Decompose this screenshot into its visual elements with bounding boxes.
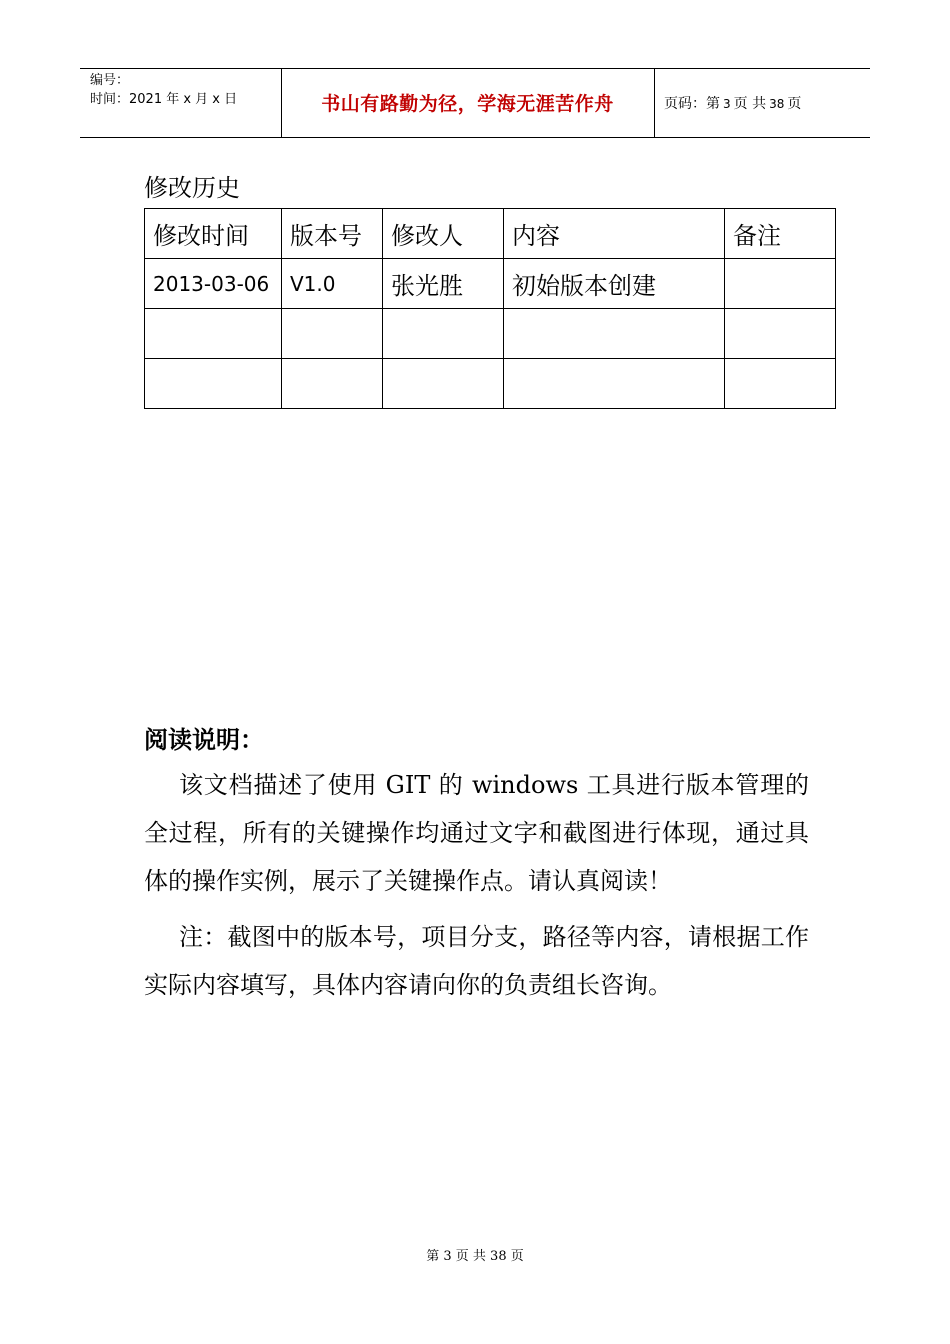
history-title: 修改历史 <box>144 174 240 202</box>
page-footer: 第 3 页 共 38 页 <box>426 1249 524 1264</box>
page-middle: 页 共 <box>733 96 767 112</box>
reading-title: 阅读说明： <box>144 725 264 754</box>
table-row <box>145 309 836 359</box>
table-cell <box>504 359 725 409</box>
page-prefix: 页码：第 <box>664 96 720 112</box>
table-row <box>145 359 836 409</box>
column-header: 修改人 <box>383 209 504 259</box>
history-table <box>144 208 836 409</box>
table-cell <box>725 359 836 409</box>
page-total: 38 <box>769 97 785 111</box>
table-cell <box>383 309 504 359</box>
table-cell: 初始版本创建 <box>504 259 725 309</box>
table-cell <box>725 309 836 359</box>
header-number: 编号： <box>90 73 130 88</box>
table-cell: 张光胜 <box>383 259 504 309</box>
page-current: 3 <box>723 97 731 111</box>
header-time: 时间：2021 年 x 月 x 日 <box>90 92 238 107</box>
table-row <box>145 259 836 309</box>
reading-note-paragraph: 注：截图中的版本号，项目分支，路径等内容，请根据工作实际内容填写，具体内容请向你的负责组长咨询。 <box>144 923 809 999</box>
table-cell <box>725 259 836 309</box>
column-header: 备注 <box>725 209 836 259</box>
reading-paragraph: 该文档描述了使用 GIT 的 windows 工具进行版本管理的全过程，所有的关键操作均通过文字和截图进行体现，通过具体的操作实例，展示了关键操作点。请认真阅读！ <box>144 771 809 895</box>
table-cell <box>145 359 282 409</box>
column-header: 版本号 <box>282 209 383 259</box>
table-cell <box>282 309 383 359</box>
page-header <box>80 68 870 138</box>
table-cell <box>282 359 383 409</box>
table-cell <box>504 309 725 359</box>
column-header: 内容 <box>504 209 725 259</box>
header-divider <box>654 69 655 137</box>
table-cell: V1.0 <box>282 259 383 309</box>
table-cell: 2013-03-06 <box>145 259 282 309</box>
header-meta <box>90 71 237 109</box>
page-suffix: 页 <box>787 96 802 112</box>
table-header-row <box>145 209 836 259</box>
column-header: 修改时间 <box>145 209 282 259</box>
header-motto: 书山有路勤为径，学海无涯苦作舟 <box>321 93 614 115</box>
table-cell <box>383 359 504 409</box>
table-cell <box>145 309 282 359</box>
header-page-info <box>664 93 801 113</box>
